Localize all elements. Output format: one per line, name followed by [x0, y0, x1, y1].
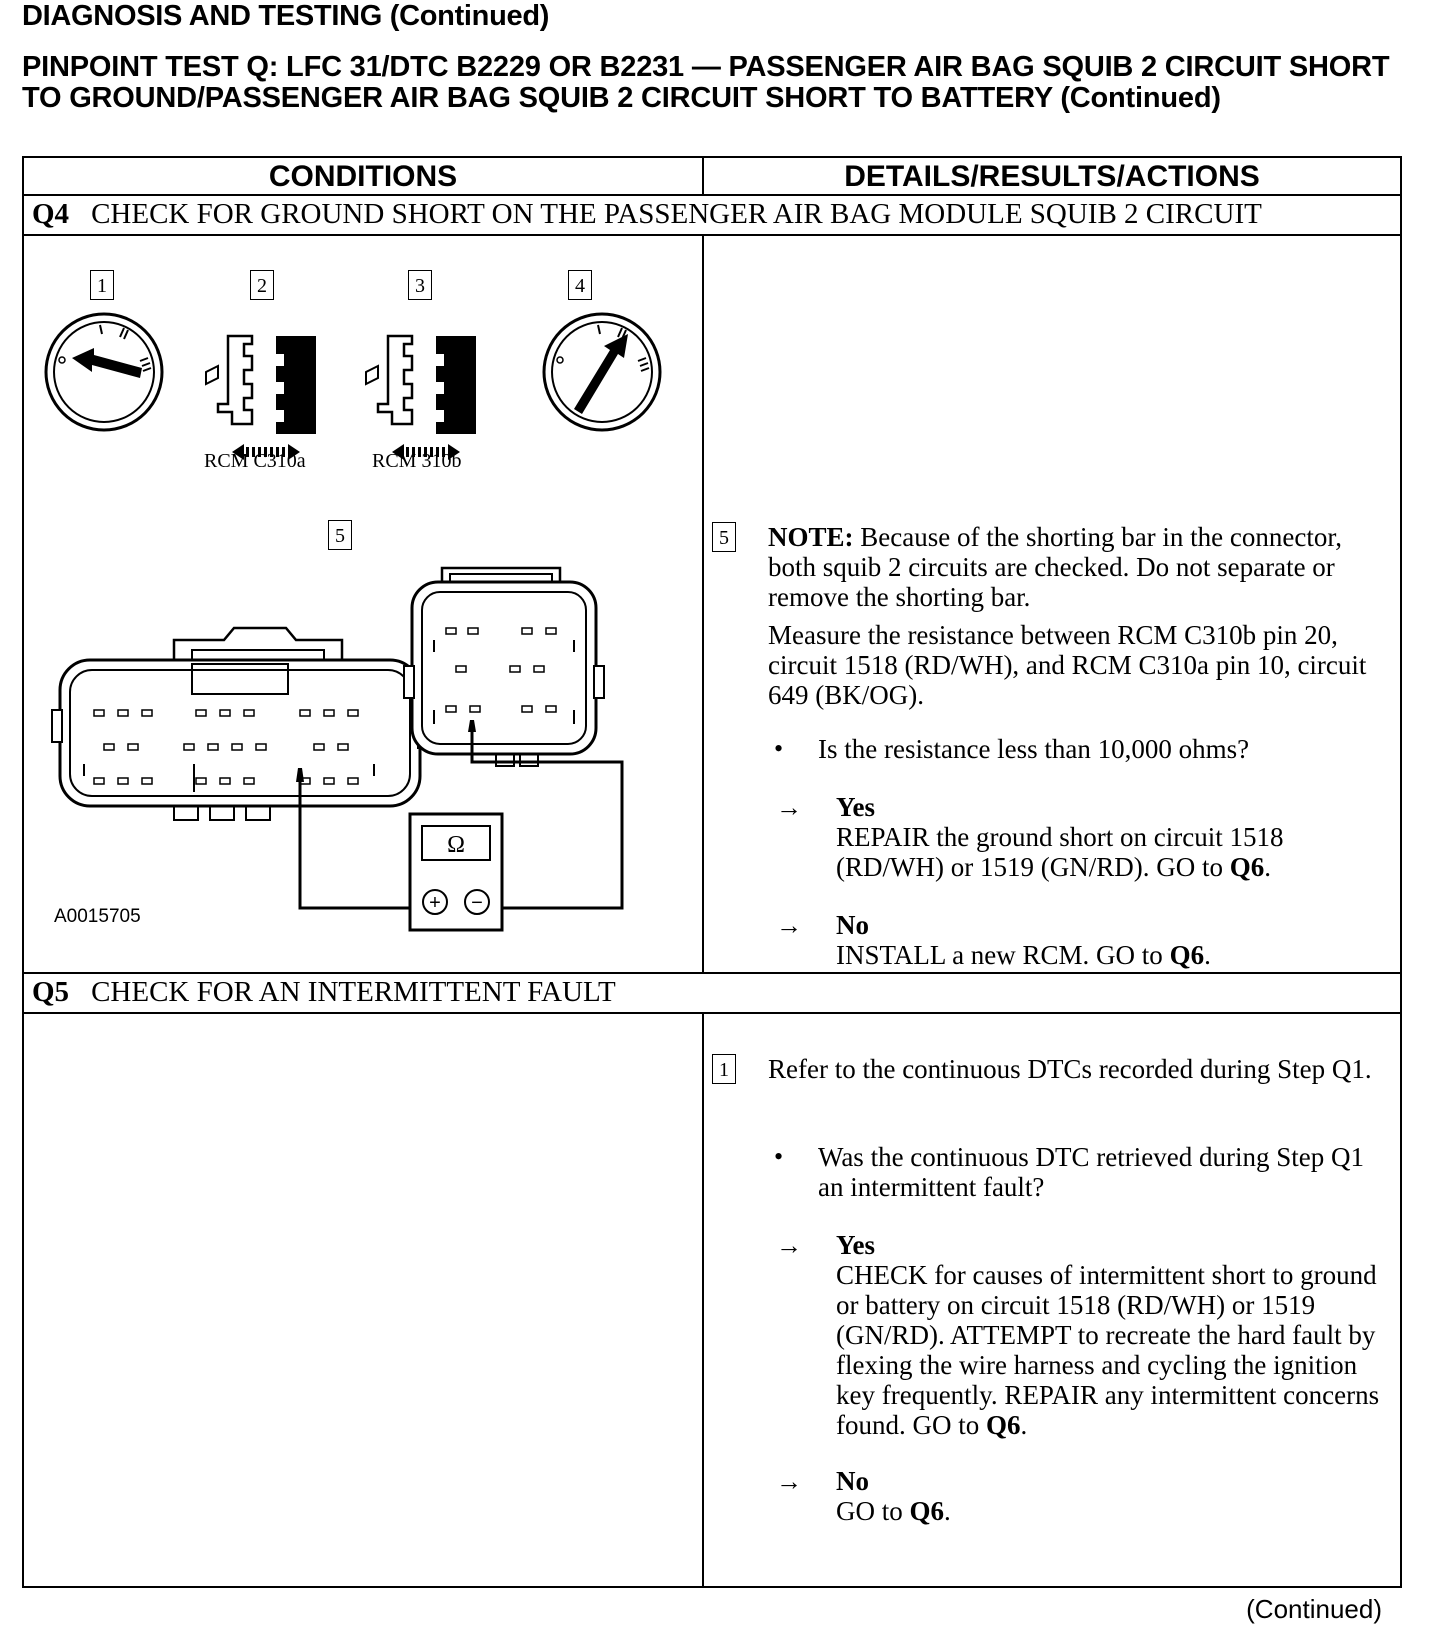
ohmmeter-icon	[410, 814, 502, 930]
q4-measure-instruction: Measure the resistance between RCM C310b pin 20, circuit 1518 (RD/WH), and RCM C310a pin 10, circuit 649 (BK/OG).	[768, 620, 1367, 710]
action-number-q5: 1	[712, 1054, 736, 1084]
pinpoint-test-table	[22, 156, 1402, 1588]
connector-c310a-label: RCM C310a	[204, 450, 306, 472]
callout-4: 4	[568, 270, 592, 300]
row-divider	[24, 972, 1400, 974]
step-title: CHECK FOR GROUND SHORT ON THE PASSENGER AIR BAG MODULE SQUIB 2 CIRCUIT	[91, 198, 1262, 230]
ohm-symbol: Ω	[447, 832, 465, 858]
step-title: CHECK FOR AN INTERMITTENT FAULT	[91, 976, 616, 1008]
arrow-right-icon: →	[776, 1466, 802, 1496]
q4-yes-result: Yes REPAIR the ground short on circuit 1518 (RD/WH) or 1519 (GN/RD). GO to Q6.	[836, 792, 1284, 882]
pinpoint-test-title: PINPOINT TEST Q: LFC 31/DTC B2229 OR B2231 — PASSENGER AIR BAG SQUIB 2 CIRCUIT SHORT TO GROUND/PASSENGER AIR BAG SQUIB 2 CIRCUIT SHORT TO BATTERY (Continued)	[22, 51, 1390, 114]
connector-c310b-label: RCM 310b	[372, 450, 462, 472]
step-id: Q5	[32, 976, 70, 1008]
callout-5: 5	[328, 520, 352, 550]
rcm-connector-c310b-icon	[404, 568, 604, 766]
q5-refer-instruction: Refer to the continuous DTCs recorded during Step Q1.	[768, 1054, 1372, 1084]
q4-question: Is the resistance less than 10,000 ohms?	[818, 734, 1250, 764]
figure-id: A0015705	[54, 906, 141, 927]
callout-3: 3	[408, 270, 432, 300]
row-divider	[24, 1012, 1400, 1014]
row-divider	[24, 194, 1400, 196]
q4-note	[768, 522, 1378, 612]
q4-no-result: No INSTALL a new RCM. GO to Q6.	[836, 910, 1211, 970]
minus-terminal-icon: −	[471, 892, 483, 914]
callout-1: 1	[90, 270, 114, 300]
q5-no-result: No GO to Q6.	[836, 1466, 951, 1526]
arrow-right-icon: →	[776, 1230, 802, 1260]
ignition-switch-off-icon	[46, 314, 162, 430]
q5-yes-result: Yes CHECK for causes of intermittent short to ground or battery on circuit 1518 (RD/WH) or 1519 (GN/RD). ATTEMPT to recreate the hard fault by flexing the wire harness and cycling the ignition key frequently. REPAIR any intermittent concerns found. GO to Q6.	[836, 1230, 1380, 1440]
connector-c310a-icon	[206, 336, 316, 460]
conditions-column-header: CONDITIONS	[268, 160, 458, 193]
section-heading: DIAGNOSIS AND TESTING (Continued)	[22, 0, 550, 32]
details-column-header: DETAILS/RESULTS/ACTIONS	[844, 160, 1260, 193]
step-q4-title-row	[32, 198, 1262, 231]
step-id: Q4	[32, 198, 70, 230]
bullet-icon: •	[774, 734, 784, 763]
action-number-q4: 5	[712, 522, 736, 552]
plus-terminal-icon: +	[429, 892, 441, 914]
q5-question: Was the continuous DTC retrieved during Step Q1 an intermittent fault?	[818, 1142, 1364, 1202]
column-divider	[702, 1012, 704, 1588]
connector-c310b-icon	[366, 336, 476, 460]
q4-wiring-figure	[24, 236, 700, 970]
note-text: Because of the shorting bar in the connector, both squib 2 circuits are checked. Do not separate or remove the shorting bar.	[768, 522, 1343, 612]
arrow-right-icon: →	[776, 792, 802, 822]
note-label: NOTE:	[768, 522, 854, 552]
step-q5-title-row	[32, 976, 616, 1009]
arrow-right-icon: →	[776, 910, 802, 940]
rcm-connector-c310a-icon	[52, 628, 428, 820]
bullet-icon: •	[774, 1142, 784, 1171]
column-divider	[702, 234, 704, 972]
continued-footer: (Continued)	[1246, 1594, 1382, 1624]
ignition-switch-run-icon	[544, 314, 660, 430]
callout-2: 2	[250, 270, 274, 300]
